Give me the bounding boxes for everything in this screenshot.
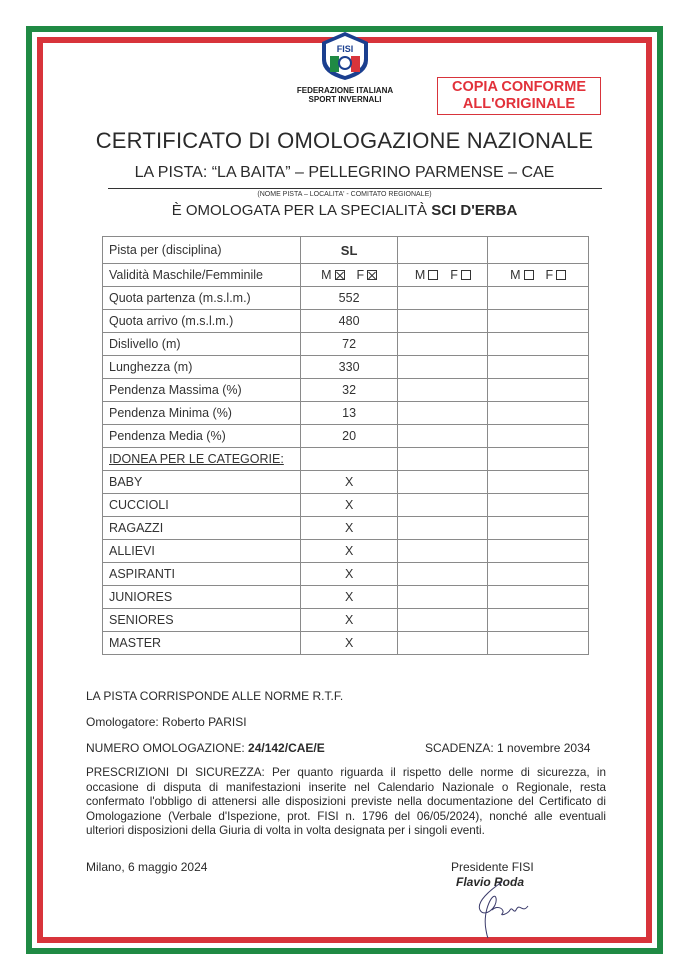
empty-cell <box>398 448 488 471</box>
measure-label: Pendenza Media (%) <box>103 425 301 448</box>
measure-value <box>398 356 488 379</box>
category-row <box>103 609 589 632</box>
measure-label: Lunghezza (m) <box>103 356 301 379</box>
m-letter: M <box>510 268 521 282</box>
category-mark <box>398 632 488 655</box>
norms-line: LA PISTA CORRISPONDE ALLE NORME R.T.F. <box>86 689 344 703</box>
mf-cell <box>488 264 589 287</box>
numero-value: 24/142/CAE/E <box>248 741 325 755</box>
pista-underline <box>108 188 602 189</box>
category-mark <box>488 540 589 563</box>
speciality-value: SCI D'ERBA <box>431 202 518 219</box>
measure-value: 552 <box>300 287 398 310</box>
f-letter: F <box>356 268 365 282</box>
categories-header-row <box>103 448 589 471</box>
category-mark: X <box>300 517 398 540</box>
measure-label: Quota partenza (m.s.l.m.) <box>103 287 301 310</box>
f-checkbox[interactable] <box>367 270 377 280</box>
place-date: Milano, 6 maggio 2024 <box>86 860 208 874</box>
numero-label: NUMERO OMOLOGAZIONE: <box>86 741 245 755</box>
speciality-line <box>0 202 689 219</box>
numero-omologazione <box>86 741 325 755</box>
logo-text: FISI <box>336 44 354 54</box>
measure-value <box>398 287 488 310</box>
discipline-value <box>488 237 589 264</box>
measure-row <box>103 356 589 379</box>
federation-line2: SPORT INVERNALI <box>308 95 382 104</box>
speciality-prefix: È OMOLOGATA PER LA SPECIALITÀ <box>171 202 428 219</box>
measure-row <box>103 287 589 310</box>
fisi-logo <box>318 30 372 82</box>
omologatore-label: Omologatore: <box>86 715 159 729</box>
discipline-value: SL <box>300 237 398 264</box>
measure-label: Pendenza Minima (%) <box>103 402 301 425</box>
categories-header: IDONEA PER LE CATEGORIE: <box>103 448 301 471</box>
pista-line: LA PISTA: “LA BAITA” – PELLEGRINO PARMENSE – CAE <box>134 164 555 181</box>
category-mark <box>398 494 488 517</box>
empty-cell <box>488 448 589 471</box>
measure-value: 330 <box>300 356 398 379</box>
category-mark: X <box>300 563 398 586</box>
category-row <box>103 517 589 540</box>
measure-label: Dislivello (m) <box>103 333 301 356</box>
measure-value <box>488 333 589 356</box>
stamp-line1: COPIA CONFORME <box>452 79 586 95</box>
measure-value: 13 <box>300 402 398 425</box>
measure-value <box>398 333 488 356</box>
measure-row <box>103 333 589 356</box>
category-label: MASTER <box>103 632 301 655</box>
f-checkbox[interactable] <box>556 270 566 280</box>
category-label: BABY <box>103 471 301 494</box>
category-mark <box>398 471 488 494</box>
category-label: ALLIEVI <box>103 540 301 563</box>
category-mark: X <box>300 540 398 563</box>
stamp-line2: ALL'ORIGINALE <box>462 96 576 112</box>
category-mark: X <box>300 586 398 609</box>
category-mark <box>488 586 589 609</box>
category-mark <box>398 586 488 609</box>
scadenza-label: SCADENZA: <box>425 741 494 755</box>
category-mark: X <box>300 494 398 517</box>
mf-cell <box>300 264 398 287</box>
discipline-label: Pista per (disciplina) <box>103 237 301 264</box>
certificate-title: CERTIFICATO DI OMOLOGAZIONE NAZIONALE <box>95 128 594 153</box>
homologation-table <box>102 236 589 655</box>
empty-cell <box>300 448 398 471</box>
measure-value <box>398 425 488 448</box>
measure-value <box>398 379 488 402</box>
category-row <box>103 494 589 517</box>
m-letter: M <box>321 268 332 282</box>
mf-row <box>103 264 589 287</box>
category-row <box>103 471 589 494</box>
measure-value: 32 <box>300 379 398 402</box>
president-title: Presidente FISI <box>451 860 534 874</box>
category-mark <box>488 563 589 586</box>
category-label: CUCCIOLI <box>103 494 301 517</box>
measure-label: Pendenza Massima (%) <box>103 379 301 402</box>
category-mark: X <box>300 471 398 494</box>
president-name: Flavio Roda <box>456 875 525 889</box>
category-label: SENIORES <box>103 609 301 632</box>
m-letter: M <box>414 268 426 282</box>
copia-conforme-stamp <box>437 77 601 115</box>
measure-value <box>488 402 589 425</box>
m-checkbox[interactable] <box>335 270 345 280</box>
discipline-value <box>398 237 488 264</box>
f-checkbox[interactable] <box>461 270 471 280</box>
signature <box>462 880 542 940</box>
measure-value <box>488 425 589 448</box>
measure-value <box>488 310 589 333</box>
category-mark <box>488 609 589 632</box>
category-mark: X <box>300 632 398 655</box>
m-checkbox[interactable] <box>524 270 534 280</box>
category-mark <box>488 632 589 655</box>
category-row <box>103 586 589 609</box>
measure-value <box>488 356 589 379</box>
measure-row <box>103 425 589 448</box>
category-row <box>103 540 589 563</box>
measure-row <box>103 310 589 333</box>
pista-note: (NOME PISTA – LOCALITA' - COMITATO REGIONALE) <box>257 191 432 198</box>
measure-row <box>103 402 589 425</box>
prescrizioni-paragraph: PRESCRIZIONI DI SICUREZZA: Per quanto riguarda il rispetto delle norme di sicurezza, in occasione di disputa di manifestazioni inserite nel Calendario Nazionale o Regionale, resta confermato l'obbligo di attenersi alle disposizioni previste nella documentazione del Certificato di Omologazione (Verbale d'Ispezione, prot. FISI n. 1796 del 06/05/2024), nonché alle eventuali ulteriori disposizioni della Giuria di volta in volta designata per i singoli eventi. <box>86 766 606 838</box>
category-label: RAGAZZI <box>103 517 301 540</box>
mf-label: Validità Maschile/Femminile <box>103 264 301 287</box>
measure-value <box>488 287 589 310</box>
category-row <box>103 632 589 655</box>
measure-row <box>103 379 589 402</box>
category-label: JUNIORES <box>103 586 301 609</box>
category-row <box>103 563 589 586</box>
category-mark <box>488 471 589 494</box>
measure-value: 480 <box>300 310 398 333</box>
category-mark: X <box>300 609 398 632</box>
f-letter: F <box>545 268 554 282</box>
category-mark <box>398 609 488 632</box>
category-mark <box>398 563 488 586</box>
m-checkbox[interactable] <box>428 270 438 280</box>
category-mark <box>398 540 488 563</box>
measure-value <box>398 310 488 333</box>
federation-line1: FEDERAZIONE ITALIANA <box>296 86 394 95</box>
mf-cell <box>398 264 488 287</box>
scadenza <box>425 741 590 755</box>
category-mark <box>398 517 488 540</box>
measure-value: 20 <box>300 425 398 448</box>
category-label: ASPIRANTI <box>103 563 301 586</box>
federation-name <box>270 86 420 104</box>
measure-value: 72 <box>300 333 398 356</box>
category-mark <box>488 517 589 540</box>
f-letter: F <box>450 268 458 282</box>
measure-label: Quota arrivo (m.s.l.m.) <box>103 310 301 333</box>
omologatore <box>86 715 247 729</box>
scadenza-value: 1 novembre 2034 <box>497 741 591 755</box>
measure-value <box>488 379 589 402</box>
measure-value <box>398 402 488 425</box>
category-mark <box>488 494 589 517</box>
discipline-row <box>103 237 589 264</box>
omologatore-name: Roberto PARISI <box>162 715 247 729</box>
